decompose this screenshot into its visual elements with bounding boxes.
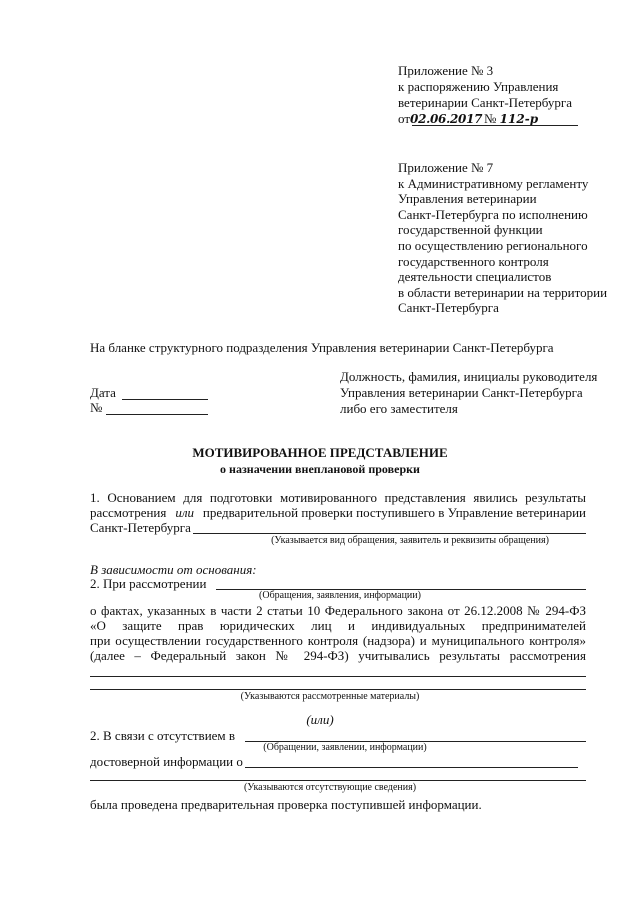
document-title: МОТИВИРОВАННОЕ ПРЕДСТАВЛЕНИЕ — [192, 445, 448, 460]
depending-note: В зависимости от основания: — [90, 562, 257, 577]
appendix7-line: государственной функции — [398, 222, 543, 238]
para2b-blank-line — [90, 780, 586, 781]
para2a-caption2: (Указываются рассмотренные материалы) — [240, 691, 420, 702]
addressee-line3: либо его заместителя — [340, 401, 458, 416]
appendix7-line: Приложение № 7 — [398, 160, 494, 175]
date-field-line — [122, 399, 208, 400]
para2a-line2: «О защите прав юридических лиц и индивидуальных предпринимателей — [90, 618, 586, 633]
or-label: (или) — [306, 712, 334, 727]
handwritten-number: 112-р — [499, 112, 539, 126]
para1-field-line — [193, 533, 586, 534]
number-field-line — [106, 414, 208, 415]
appendix3-line1: к распоряжению Управления — [398, 79, 559, 94]
para1-text: рассмотрения — [90, 505, 167, 520]
para1-or: или — [175, 505, 194, 520]
addressee-line2: Управления ветеринарии Санкт-Петербурга — [340, 385, 583, 400]
para2b-field-line2 — [245, 767, 578, 768]
document-subtitle: о назначении внеплановой проверки — [220, 462, 420, 476]
appendix3-underline — [412, 125, 578, 126]
para1-line3: Санкт-Петербурга — [90, 520, 191, 535]
appendix7-block — [398, 160, 607, 316]
para2a-blank-line — [90, 676, 586, 677]
para2a-caption: (Обращения, заявления, информации) — [259, 590, 421, 601]
letterhead-note: На бланке структурного подразделения Управления ветеринарии Санкт-Петербурга — [90, 340, 554, 355]
appendix7-line: Санкт-Петербурга — [398, 300, 499, 316]
appendix7-line: государственного контроля — [398, 253, 549, 269]
para2b-lead: 2. В связи с отсутствием в — [90, 728, 236, 743]
addressee-line1: Должность, фамилия, инициалы руководителя — [340, 369, 598, 384]
para2a-line3: при осуществлении государственного контроля (надзора) и муниципального контроля» — [90, 633, 586, 648]
appendix3-line2: ветеринарии Санкт-Петербурга — [398, 95, 573, 110]
para2a-line1: о фактах, указанных в части 2 статьи 10 Федерального закона от 26.12.2008 № 294-ФЗ — [90, 603, 586, 618]
para2a-lead: 2. При рассмотрении — [90, 576, 207, 591]
para2a-blank-line — [90, 689, 586, 690]
para2b-final: была проведена предварительная проверка поступившей информации. — [90, 797, 482, 812]
handwritten-date: 02.06.2017 — [410, 112, 483, 126]
appendix3-block — [398, 63, 572, 111]
number-prefix: № — [484, 111, 497, 126]
para2a-line4: (далее – Федеральный закон № 294-ФЗ) учитывались результаты рассмотрения — [90, 648, 586, 663]
para1-text: предварительной проверки поступившего в Управление ветеринарии — [202, 505, 586, 520]
appendix7-line: Управления ветеринарии — [398, 191, 537, 207]
para2b-line1: достоверной информации о — [90, 754, 243, 769]
para1-caption: (Указывается вид обращения, заявитель и реквизиты обращения) — [271, 535, 549, 546]
appendix7-line: к Административному регламенту — [398, 175, 589, 191]
date-label: Дата — [90, 385, 116, 400]
appendix7-line: Санкт-Петербурга по исполнению — [398, 206, 588, 222]
para1-line1: 1. Основанием для подготовки мотивированного представления явились результаты — [90, 490, 586, 505]
number-label: № — [90, 400, 103, 415]
from-prefix: от — [398, 111, 411, 126]
para2b-caption: (Обращении, заявлении, информации) — [263, 742, 427, 753]
appendix3-title: Приложение № 3 — [398, 63, 494, 78]
appendix7-line: деятельности специалистов — [398, 269, 552, 285]
appendix7-line: в области ветеринарии на территории — [398, 284, 608, 300]
para2b-caption2: (Указываются отсутствующие сведения) — [243, 782, 417, 793]
para1-line2 — [90, 505, 586, 521]
addressee-block — [340, 369, 597, 417]
appendix7-line: по осуществлению регионального — [398, 237, 588, 253]
